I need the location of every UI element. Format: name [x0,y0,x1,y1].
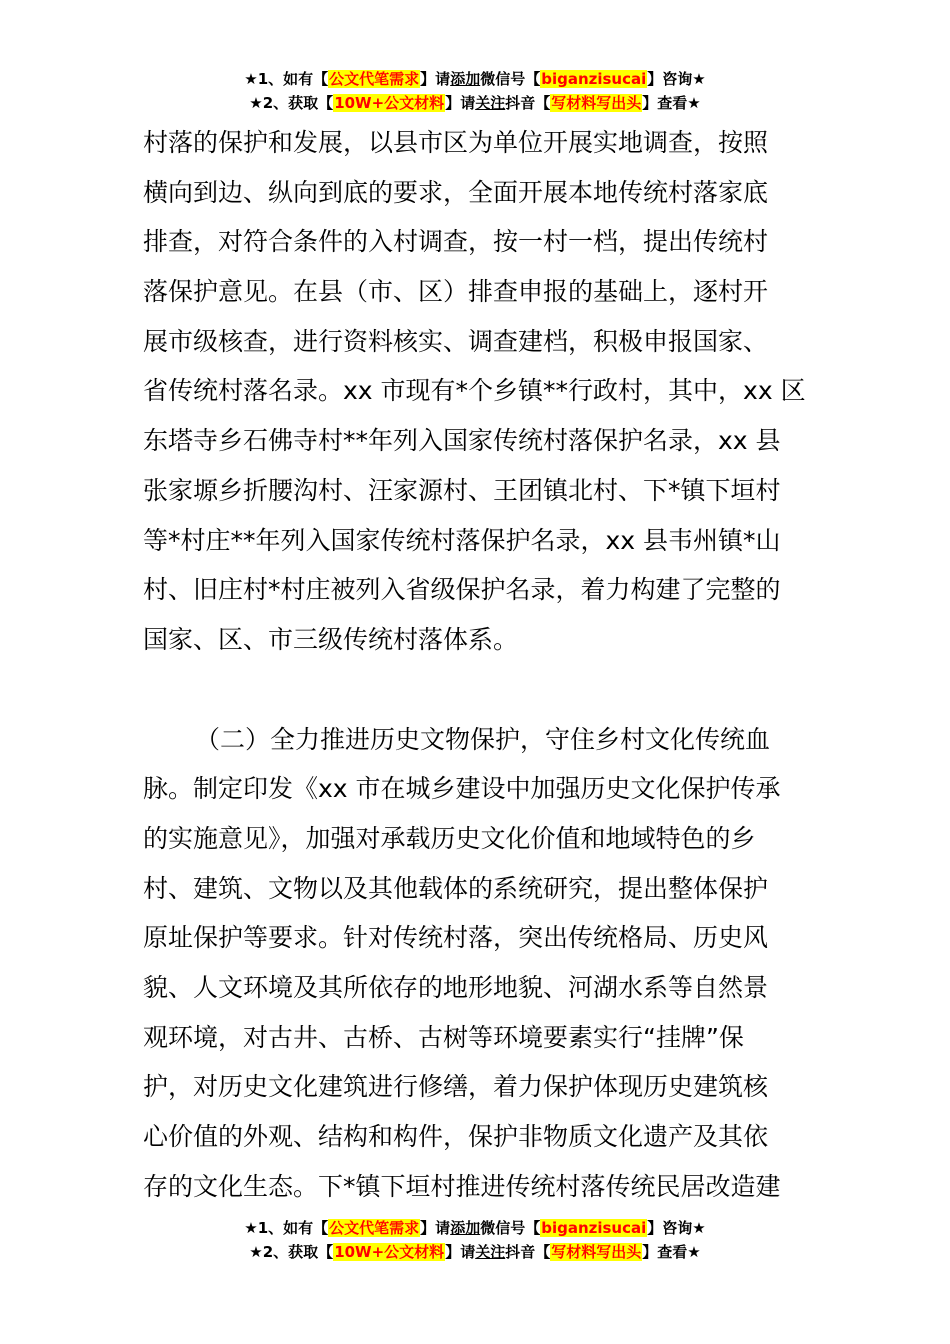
banner-text: 】请 [420,70,451,88]
banner-text: 微信号【 [480,1219,541,1237]
banner-text: 微信号【 [480,70,541,88]
text-line: 落保护意见。在县（市、区）排查申报的基础上，逐村开 [143,277,769,307]
text-line: 张家塬乡折腰沟村、汪家源村、王团镇北村、下*镇下垣村 [143,475,781,505]
text-line: 观环境，对古井、古桥、古树等环境要素实行“挂牌”保 [143,1022,744,1052]
banner-underlined-text: 添加 [450,1219,481,1237]
banner-underlined-text: 关注 [475,94,506,112]
text-line: 国家、区、市三级传统村落体系。 [143,624,519,654]
banner-text: ★2、获取【 [249,1243,334,1261]
text-line: 村、建筑、文物以及其他载体的系统研究，提出整体保护 [143,873,769,903]
banner-underlined-text: 关注 [475,1243,506,1261]
text-line: 貌、人文环境及其所依存的地形地貌、河湖水系等自然景 [143,973,769,1002]
bottom-banner [0,1218,950,1266]
highlight-materials: 10W+公文材料 [334,94,445,112]
section-heading-line: （二）全力推进历史文物保护，守住乡村文化传统血 [195,724,771,754]
banner-line-1 [0,69,950,93]
banner-text: 】请 [445,94,476,112]
banner-text: 】咨询★ [647,70,706,88]
paragraph-2 [143,715,807,1212]
banner-text: ★1、如有【 [244,70,329,88]
highlight-wechat-id: biganzisucai [541,1219,647,1237]
banner-line-2 [0,1242,950,1266]
banner-text: 】请 [420,1219,451,1237]
highlight-wechat-id: biganzisucai [541,70,647,88]
banner-line-2 [0,93,950,117]
highlight-douyin-account: 写材料写出头 [551,1243,642,1261]
text-line: 排查，对符合条件的入村调查，按一村一档，提出传统村 [143,227,769,257]
banner-text: ★2、获取【 [249,94,334,112]
text-line: 省传统村落名录。xx 市现有*个乡镇**行政村，其中，xx 区 [143,376,806,406]
banner-text: 】请 [445,1243,476,1261]
text-line: 的实施意见》，加强对承载历史文化价值和地域特色的乡 [143,823,756,853]
banner-text: 抖音【 [505,1243,551,1261]
banner-text: 】查看★ [642,94,701,112]
top-banner [0,69,950,117]
text-line: 等*村庄**年列入国家传统村落保护名录，xx 县韦州镇*山 [143,525,781,555]
banner-text: ★1、如有【 [244,1219,329,1237]
text-line: 村、旧庄村*村庄被列入省级保护名录，着力构建了完整的 [143,575,781,605]
paragraph-gap [143,665,807,715]
banner-underlined-text: 添加 [450,70,481,88]
highlight-douyin-account: 写材料写出头 [551,94,642,112]
text-line: 原址保护等要求。针对传统村落，突出传统格局、历史风 [143,923,769,953]
paragraph-1 [143,118,807,665]
document-body [143,118,807,1211]
text-line: 护，对历史文化建筑进行修缮，着力保护体现历史建筑核 [143,1072,769,1102]
banner-line-1 [0,1218,950,1242]
text-line: 展市级核查，进行资料核实、调查建档，积极申报国家、 [143,326,769,356]
text-line: 东塔寺乡石佛寺村**年列入国家传统村落保护名录，xx 县 [143,426,781,456]
banner-text: 】查看★ [642,1243,701,1261]
highlight-service: 公文代笔需求 [329,1219,420,1237]
highlight-service: 公文代笔需求 [329,70,420,88]
text-line: 心价值的外观、结构和构件，保护非物质文化遗产及其依 [143,1122,769,1152]
text-line: 存的文化生态。下*镇下垣村推进传统村落传统民居改造建 [143,1171,781,1201]
banner-text: 抖音【 [505,94,551,112]
text-line: 脉。制定印发《xx 市在城乡建设中加强历史文化保护传承 [143,774,781,804]
highlight-materials: 10W+公文材料 [334,1243,445,1261]
text-line: 横向到边、纵向到底的要求，全面开展本地传统村落家底 [143,177,769,207]
text-line: 村落的保护和发展，以县市区为单位开展实地调查，按照 [143,128,769,157]
banner-text: 】咨询★ [647,1219,706,1237]
